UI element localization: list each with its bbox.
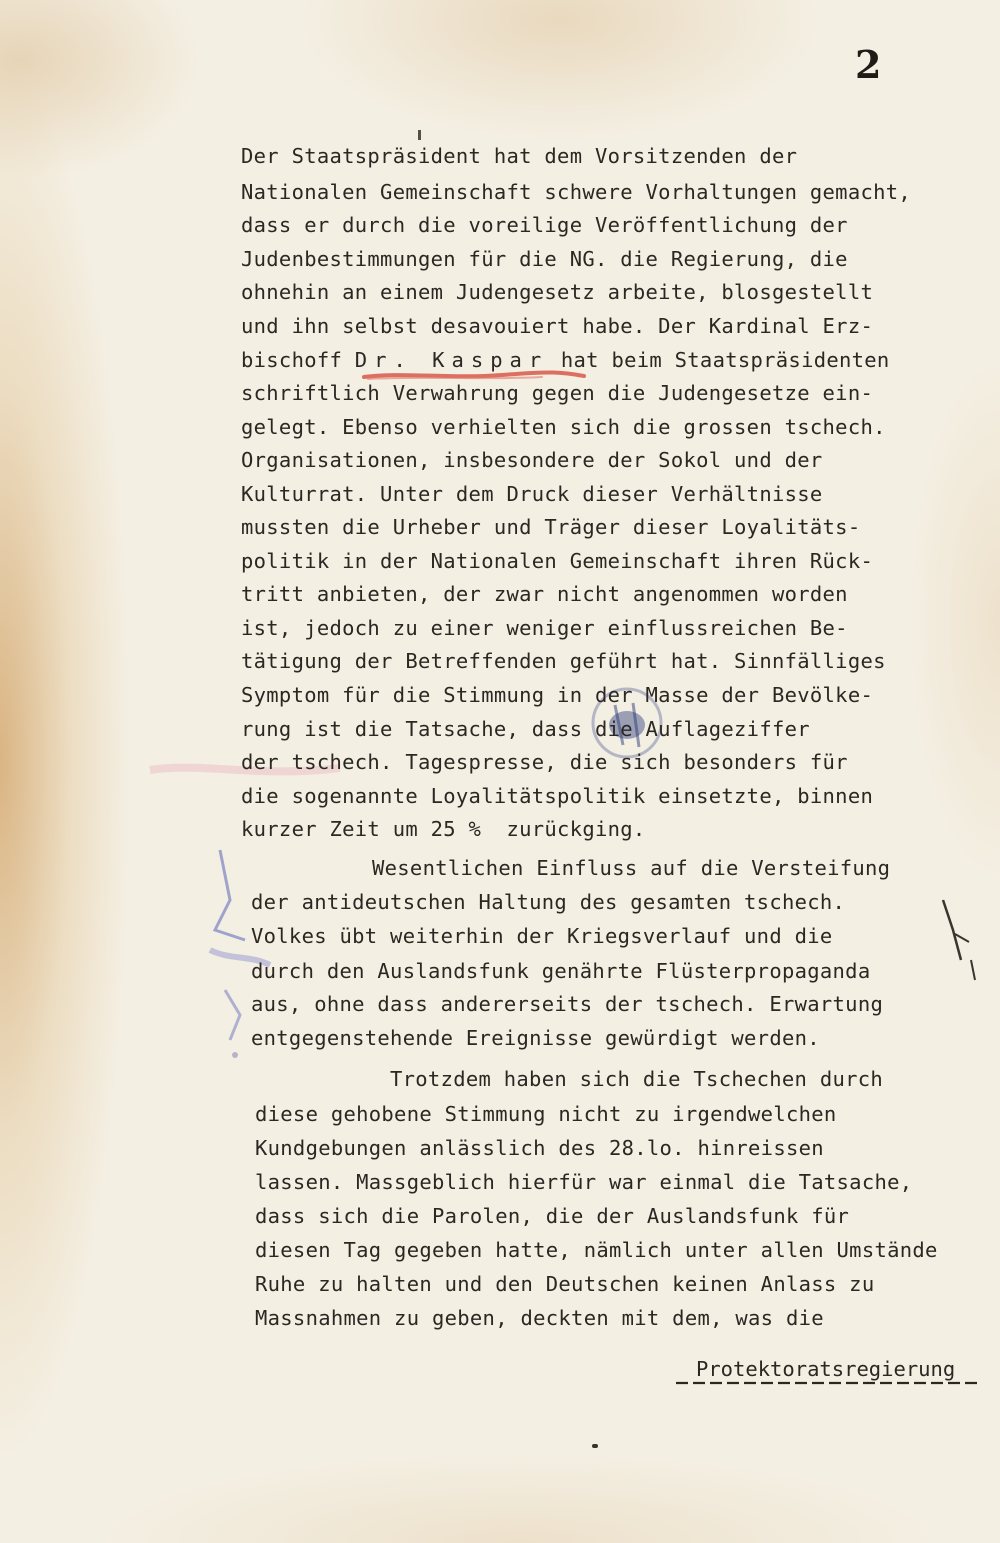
- text-line: ohnehin an einem Judengesetz arbeite, blosgestellt: [241, 280, 874, 304]
- text-line: Kulturrat. Unter dem Druck dieser Verhältnisse: [241, 482, 823, 506]
- text-line: Volkes übt weiterhin der Kriegsverlauf und die: [251, 924, 833, 948]
- text-line: mussten die Urheber und Träger dieser Loyalitäts-: [241, 515, 861, 539]
- text-line: Judenbestimmungen für die NG. die Regierung, die: [241, 247, 848, 271]
- pencil-margin-mark: [925, 890, 985, 1000]
- text-line: der antideutschen Haltung des gesamten tschech.: [251, 890, 846, 914]
- text-line: diesen Tag gegeben hatte, nämlich unter allen Umstände: [255, 1238, 938, 1262]
- catchword-underline: [676, 1378, 981, 1388]
- text-line: durch den Auslandsfunk genährte Flüsterpropaganda: [251, 959, 871, 983]
- text-line: dass sich die Parolen, die der Auslandsfunk für: [255, 1204, 850, 1228]
- text-line: Organisationen, insbesondere der Sokol und der: [241, 448, 823, 472]
- text-line: gelegt. Ebenso verhielten sich die grossen tschech.: [241, 415, 886, 439]
- text-line: Kundgebungen anlässlich des 28.lo. hinreissen: [255, 1136, 824, 1160]
- text-line: ist, jedoch zu einer weniger einflussreichen Be-: [241, 616, 848, 640]
- text-line: tätigung der Betreffenden geführt hat. Sinnfälliges: [241, 649, 886, 673]
- page-number: 2: [855, 42, 882, 87]
- text-line: lassen. Massgeblich hierfür war einmal die Tatsache,: [255, 1170, 913, 1194]
- text-line: Nationalen Gemeinschaft schwere Vorhaltungen gemacht,: [241, 180, 912, 204]
- text-line: der tschech. Tagespresse, die sich besonders für: [241, 750, 848, 774]
- text-line: dass er durch die voreilige Veröffentlichung der: [241, 213, 848, 237]
- pencil-tick-mark: [418, 130, 421, 140]
- text-line: [241, 350, 890, 371]
- text-line: Trotzdem haben sich die Tschechen durch: [390, 1067, 884, 1091]
- text-line: entgegenstehende Ereignisse gewürdigt werden.: [251, 1026, 820, 1050]
- text-line: kurzer Zeit um 25 % zurückging.: [241, 817, 646, 841]
- text-fragment: bischoff: [241, 348, 343, 372]
- ink-dot: [592, 1444, 598, 1448]
- text-line: die sogenannte Loyalitätspolitik einsetzte, binnen: [241, 784, 874, 808]
- catchword: Protektoratsregierung: [696, 1357, 956, 1381]
- text-fragment: hat beim Staatspräsidenten: [560, 348, 890, 372]
- text-line: Wesentlichen Einfluss auf die Versteifung: [372, 856, 891, 880]
- text-line: politik in der Nationalen Gemeinschaft ihren Rück-: [241, 549, 874, 573]
- text-line: Massnahmen zu geben, deckten mit dem, was die: [255, 1306, 824, 1330]
- text-line: Ruhe zu halten und den Deutschen keinen Anlass zu: [255, 1272, 875, 1296]
- text-line: und ihn selbst desavouiert habe. Der Kardinal Erz-: [241, 314, 874, 338]
- name-dr-kaspar: Dr. Kaspar: [354, 348, 549, 372]
- text-line: Symptom für die Stimmung in der Masse der Bevölke-: [241, 683, 874, 707]
- text-line: aus, ohne dass andererseits der tschech. Erwartung: [251, 992, 884, 1016]
- text-line: schriftlich Verwahrung gegen die Judengesetze ein-: [241, 381, 874, 405]
- text-line: Der Staatspräsident hat dem Vorsitzenden der: [241, 144, 798, 168]
- text-line: diese gehobene Stimmung nicht zu irgendwelchen: [255, 1102, 837, 1126]
- text-line: tritt anbieten, der zwar nicht angenommen worden: [241, 582, 848, 606]
- text-line: rung ist die Tatsache, dass die Auflageziffer: [241, 717, 810, 741]
